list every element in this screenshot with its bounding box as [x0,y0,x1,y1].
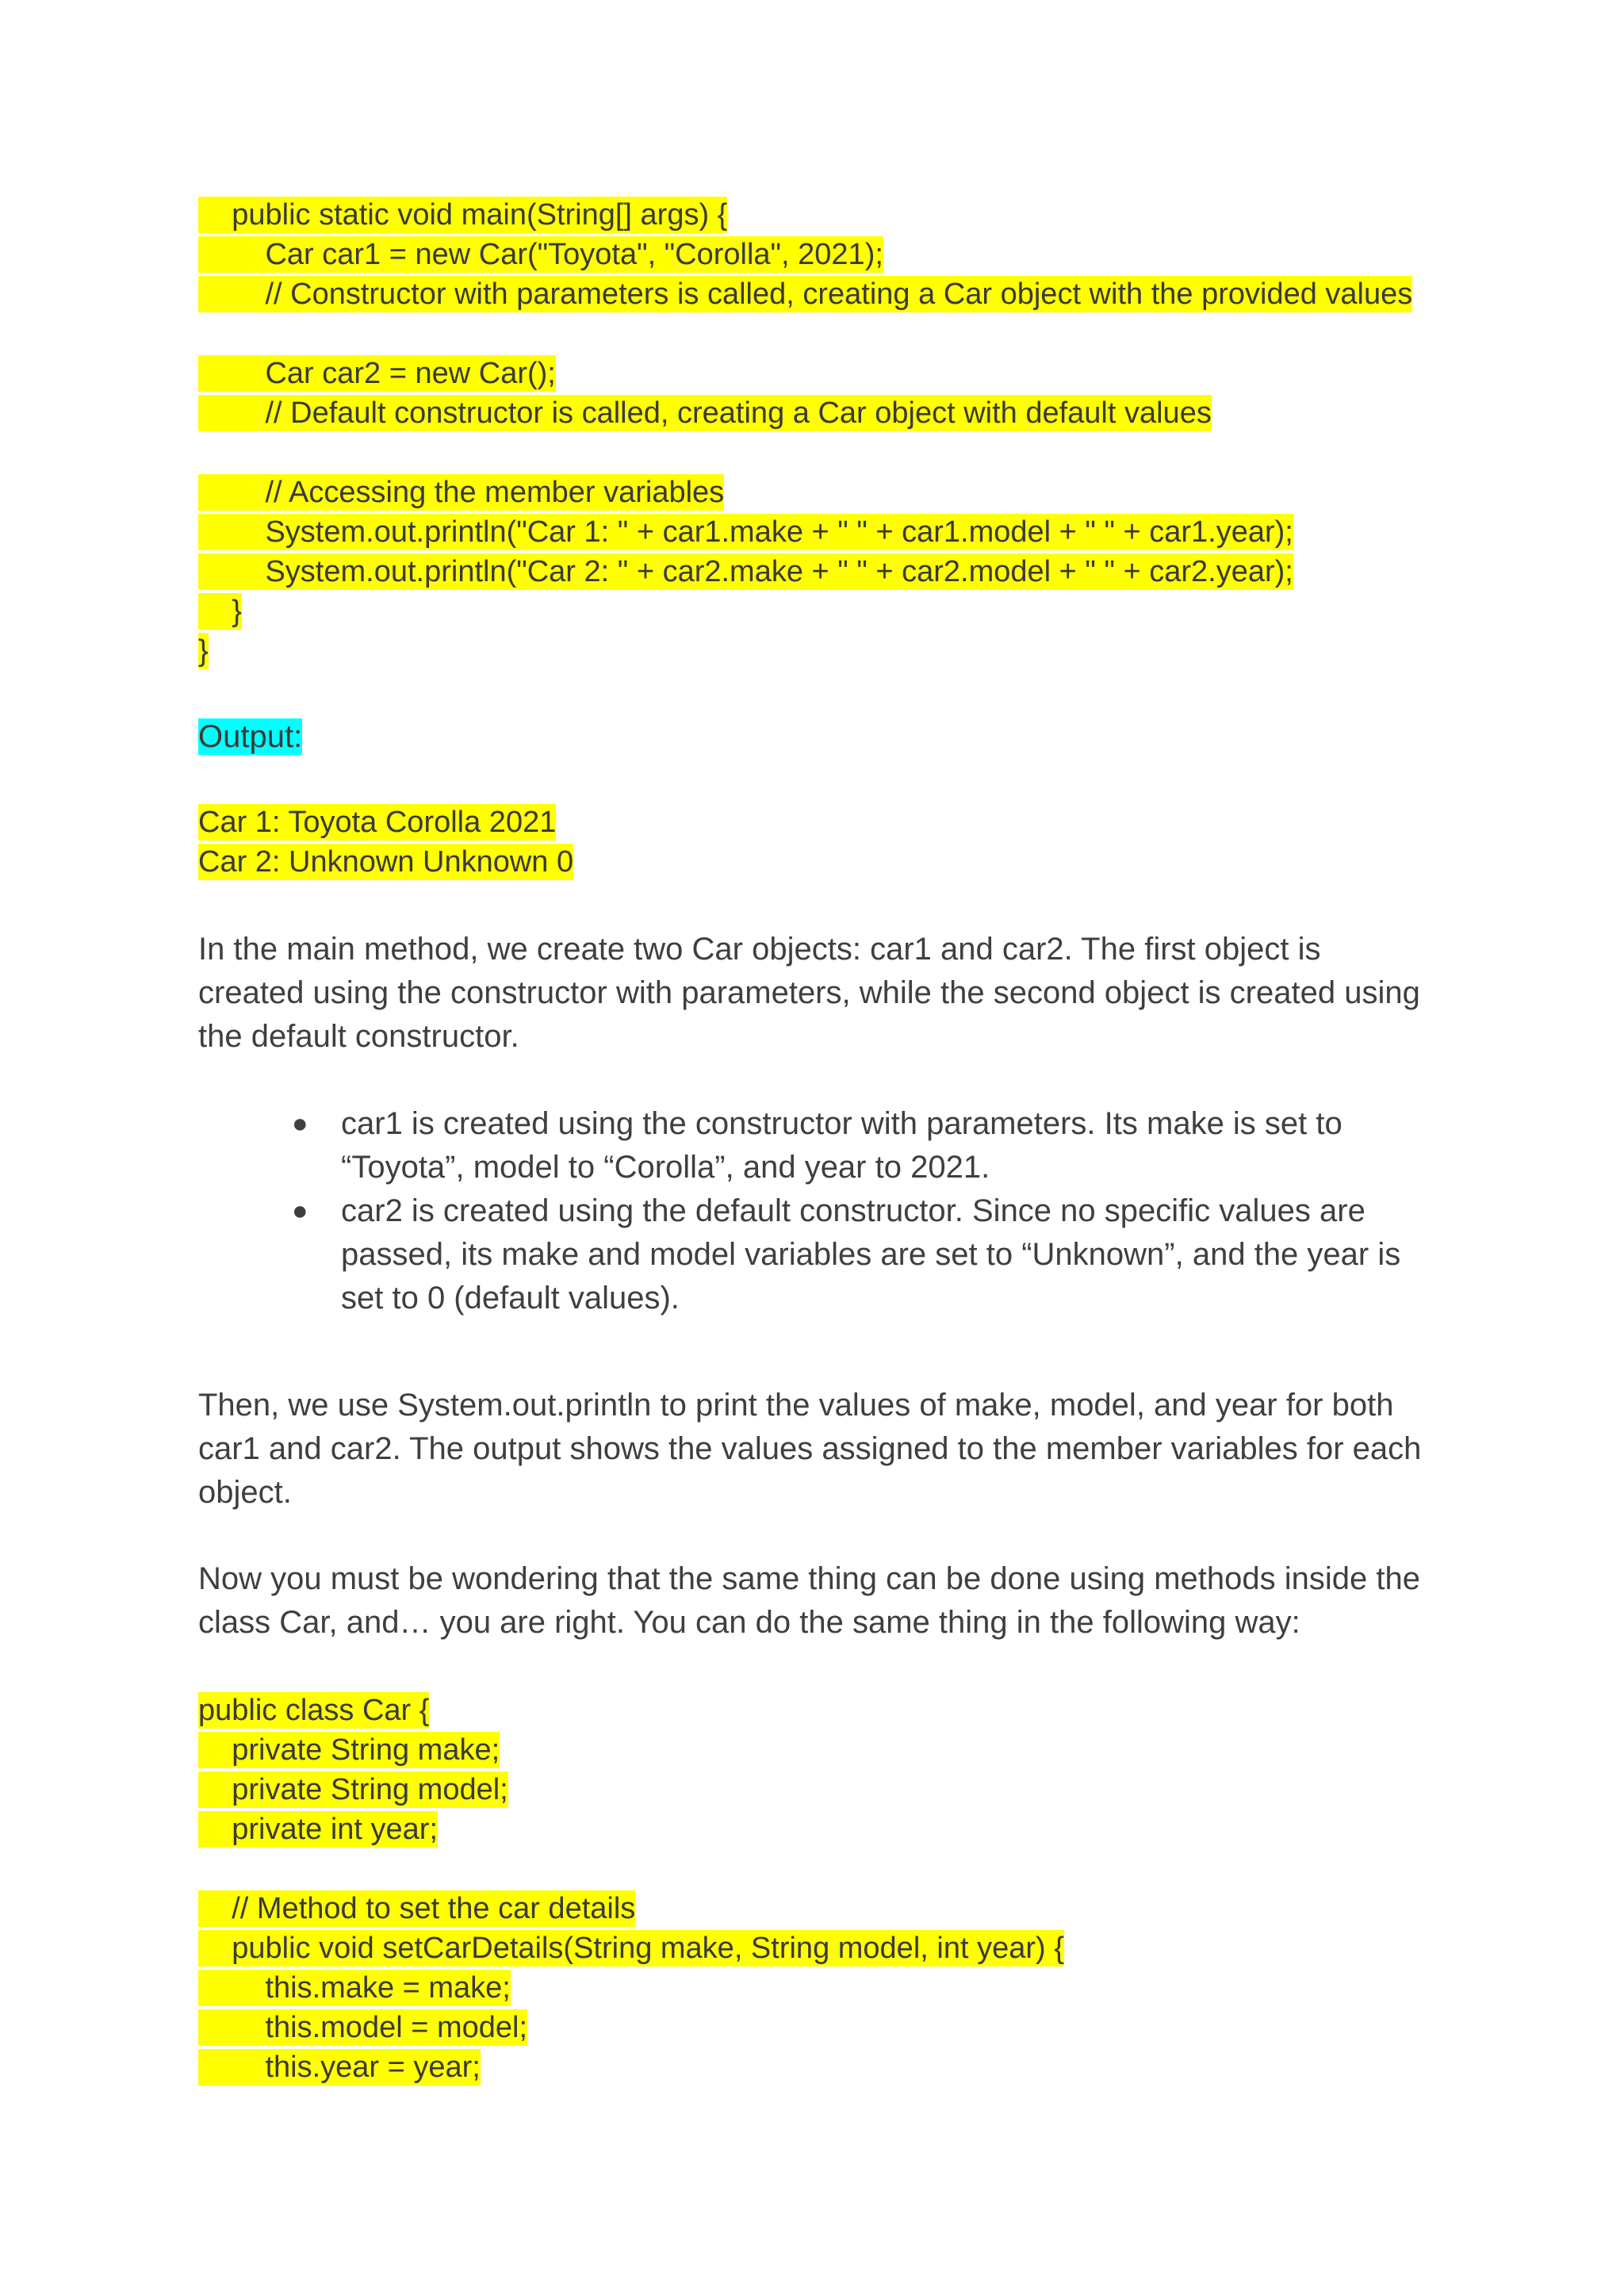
code-text: private int year; [198,1813,439,1846]
output-line [198,844,573,880]
list-item-text: car1 is created using the constructor with parameters. Its make is set to “Toyota”, model to “Corolla”, and year to 2021. [341,1106,1342,1185]
paragraph-text: Now you must be wondering that the same thing can be done using methods inside the class Car, and… you are right. You can do the same thing in the following way: [198,1561,1420,1640]
code-text: } [198,595,242,628]
code-text: private String model; [198,1773,508,1806]
code-line [198,1692,429,1729]
bullet-list [285,1102,1435,1320]
code-text: } [198,634,209,668]
code-line [198,1970,511,2006]
code-text: // Method to set the car details [198,1892,636,1925]
code-line [198,197,727,233]
output-label: Output: [198,719,303,754]
code-text: // Accessing the member variables [198,476,725,509]
output-line [198,804,556,841]
list-item [285,1102,1435,1189]
code-line [198,1771,508,1808]
code-line [198,236,883,273]
paragraph-text: In the main method, we create two Car objects: car1 and car2. The first object is created using the constructor with parameters, while the second object is created using the default constructor. [198,932,1420,1054]
code-text: public class Car { [198,1694,430,1727]
code-line [198,276,1412,312]
code-line [198,2049,481,2085]
output-text: Car 2: Unknown Unknown 0 [198,845,574,879]
code-text: this.year = year; [198,2051,481,2084]
code-text: // Default constructor is called, creating a Car object with default values [198,396,1212,430]
bullet-icon: ● [292,1109,308,1139]
code-line [198,395,1212,431]
code-line [198,1732,500,1768]
code-text: Car car2 = new Car(); [198,357,556,390]
paragraph [198,1384,1435,1515]
code-line [198,633,209,669]
code-text: this.model = model; [198,2011,528,2044]
code-line [198,474,724,511]
code-text: public void setCarDetails(String make, String model, int year) { [198,1932,1064,1965]
code-line [198,355,556,392]
code-line [198,593,242,630]
code-text: Car car1 = new Car("Toyota", "Corolla", 2021); [198,238,883,271]
code-line [198,1890,635,1927]
code-line [198,2009,527,2046]
code-text: System.out.println("Car 2: " + car2.make + " " + car2.model + " " + car2.year); [198,555,1293,588]
code-line [198,553,1293,590]
output-heading [198,718,302,755]
list-item [285,1189,1435,1320]
code-text: public static void main(String[] args) { [198,198,728,232]
output-text: Car 1: Toyota Corolla 2021 [198,806,557,839]
paragraph [198,928,1435,1059]
code-line [198,1811,438,1848]
code-text: private String make; [198,1733,500,1767]
bullet-icon: ● [292,1196,308,1226]
list-item-text: car2 is created using the default constructor. Since no specific values are passed, its make and model variables are set to “Unknown”, and the year is set to 0 (default values). [341,1193,1401,1316]
code-text: System.out.println("Car 1: " + car1.make + " " + car1.model + " " + car1.year); [198,515,1293,549]
code-text: // Constructor with parameters is called, creating a Car object with the provided values [198,278,1413,311]
code-line [198,1930,1064,1967]
code-line [198,514,1293,550]
code-text: this.make = make; [198,1971,511,2005]
paragraph [198,1557,1435,1645]
paragraph-text: Then, we use System.out.println to print the values of make, model, and year for both car1 and car2. The output shows the values assigned to the member variables for each object. [198,1388,1422,1510]
